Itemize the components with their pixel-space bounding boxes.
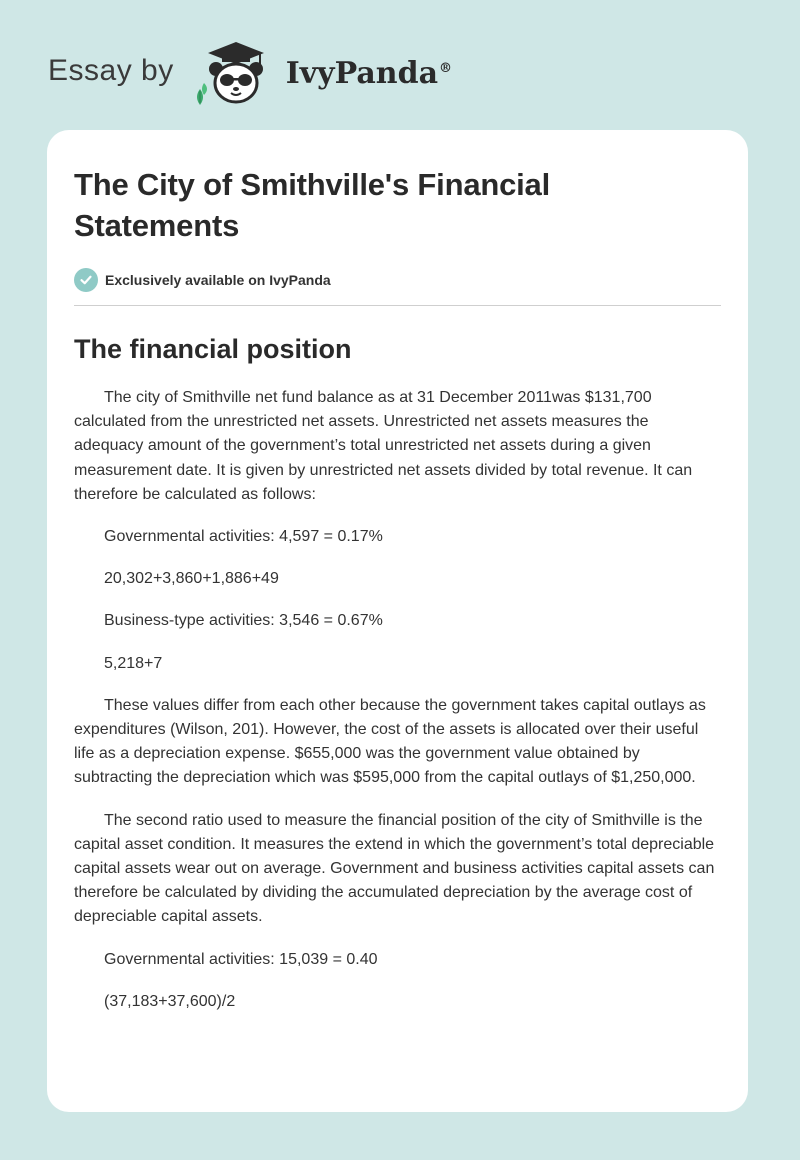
ivypanda-wordmark — [286, 56, 452, 91]
paragraph: The city of Smithville net fund balance as at 31 December 2011was $131,700 calculated from the unrestricted net assets. Unrestricted net assets measures the adequacy amount of the government’s total unrestricted net assets during a given measurement date. It is given by unrestricted net assets divided by total revenue. It can therefore be calculated as follows: — [74, 389, 693, 503]
section-heading: The financial position — [74, 334, 352, 364]
essay-title: The City of Smithville's Financial Statements — [74, 167, 551, 243]
paragraph: 5,218+7 — [104, 654, 163, 672]
essay-by-label: Essay by — [48, 54, 174, 87]
panda-graduate-logo-icon — [192, 39, 282, 109]
essay-card — [47, 130, 748, 1112]
paragraph: Governmental activities: 15,039 = 0.40 — [104, 950, 378, 968]
ivypanda-logo-link[interactable] — [192, 39, 452, 109]
paragraph: (37,183+37,600)/2 — [104, 992, 236, 1010]
paragraph: The second ratio used to measure the financial position of the city of Smithville is the capital asset condition. It measures the extend in which the government’s total depreciable capital assets wear out on average. Government and business activities capital assets can therefore be calculated by dividing the accumulated depreciation by the average cost of depreciable capital assets. — [74, 811, 715, 926]
exclusive-badge — [74, 268, 721, 292]
paragraph: 20,302+3,860+1,886+49 — [104, 570, 279, 588]
check-icon — [74, 268, 98, 292]
site-header — [48, 38, 452, 110]
paragraph: Business-type activities: 3,546 = 0.67% — [104, 612, 383, 630]
paragraph: These values differ from each other because the government takes capital outlays as expenditures (Wilson, 201). However, the cost of the assets is allocated over their useful life as a depreciation expense. $655,000 was the government value obtained by subtracting the depreciation which was $595,000 from the capital outlays of $1,250,000. — [74, 696, 706, 787]
brand-name-text: IvyPanda — [285, 55, 439, 91]
essay-content — [47, 130, 748, 1014]
paragraph: Governmental activities: 4,597 = 0.17% — [104, 528, 383, 546]
divider — [74, 305, 721, 306]
exclusive-label: Exclusively available on IvyPanda — [105, 272, 331, 288]
registered-mark: ® — [439, 60, 453, 76]
